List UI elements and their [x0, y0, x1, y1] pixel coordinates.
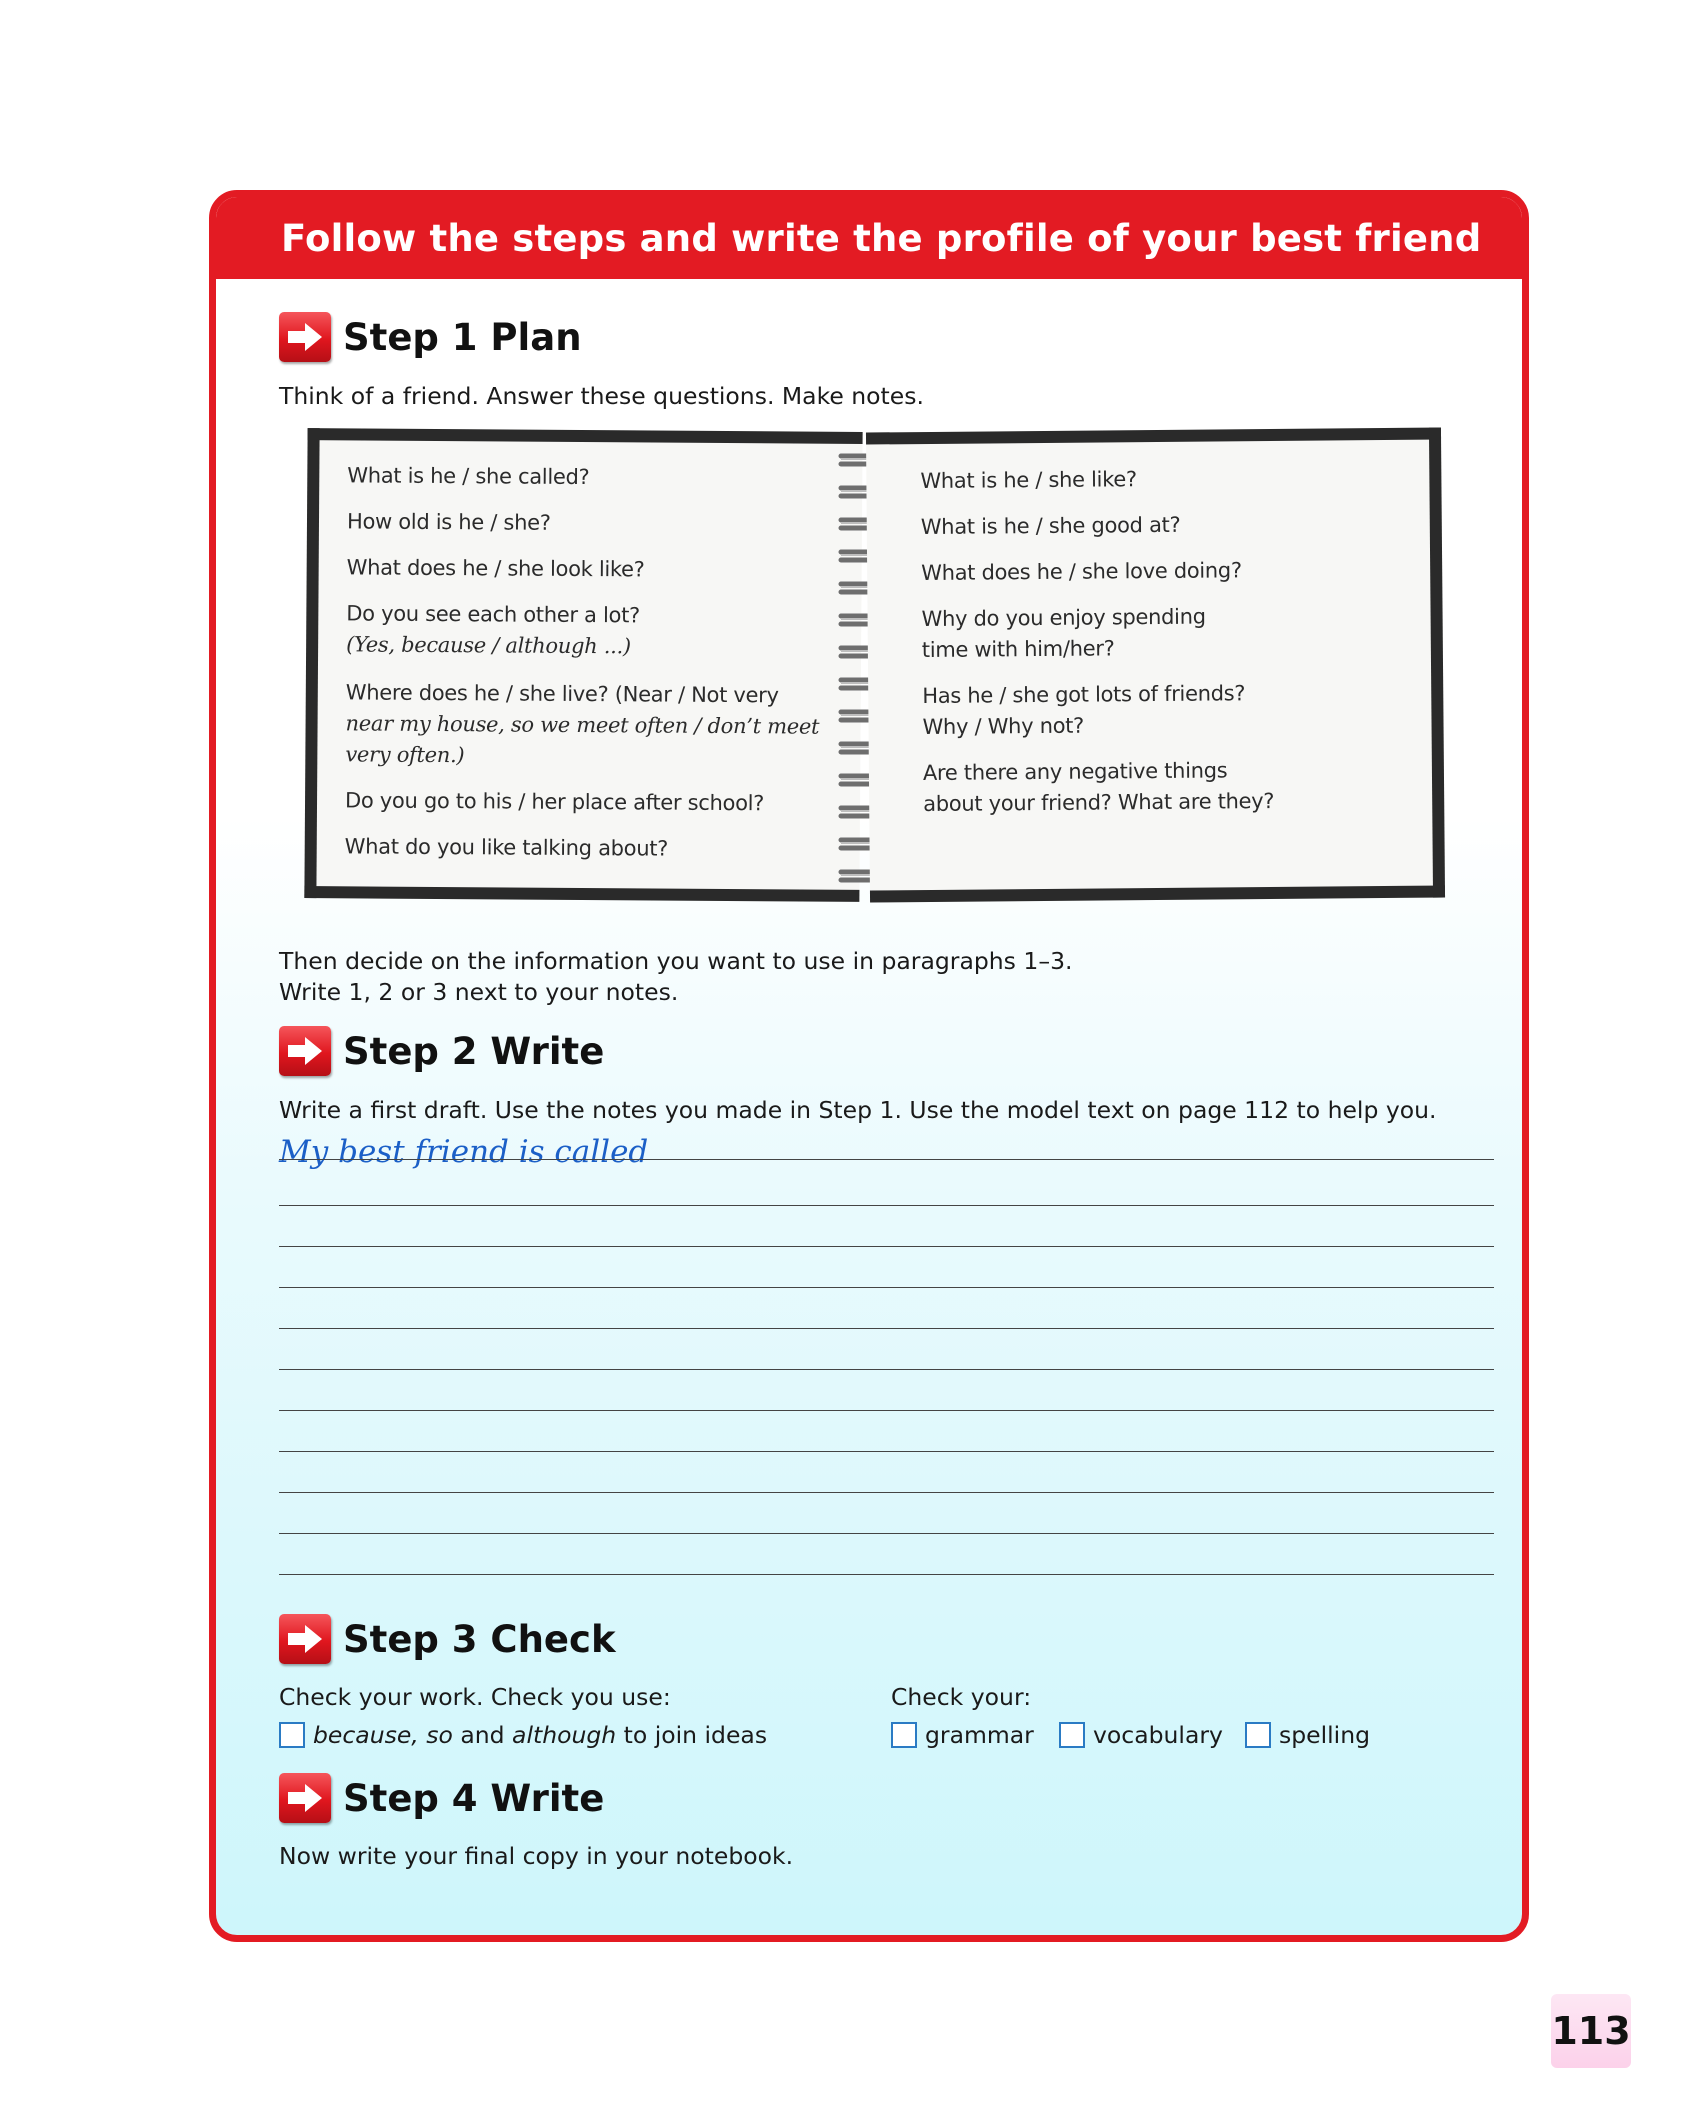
question: about your friend? What are they? [923, 788, 1275, 817]
step1-instruction: Think of a friend. Answer these questions. Make notes. [279, 382, 924, 410]
question: Why do you enjoy spending [921, 604, 1206, 632]
writing-line[interactable] [279, 1533, 1494, 1534]
arrow-icon [279, 1773, 331, 1823]
question: What do you like talking about? [344, 834, 669, 861]
check-item-spelling[interactable]: spelling [1245, 1719, 1370, 1751]
panel-header [216, 197, 1522, 279]
writing-line[interactable] [279, 1451, 1494, 1452]
step4-heading [279, 1770, 604, 1826]
question: Has he / she got lots of friends? [922, 681, 1246, 709]
step3-title: Step 3 Check [343, 1617, 616, 1661]
question: Do you see each other a lot? [346, 601, 640, 628]
step3-heading [279, 1611, 616, 1667]
writing-line[interactable] [279, 1328, 1494, 1329]
page-number-tab [1551, 1994, 1631, 2068]
step4-title: Step 4 Write [343, 1776, 605, 1820]
panel-title: Follow the steps and write the profile of your best friend [281, 217, 1482, 260]
question: How old is he / she? [346, 509, 551, 535]
checkbox[interactable] [279, 1722, 305, 1748]
draft-starter-text: My best friend is called [279, 1134, 649, 1170]
question: Why / Why not? [922, 713, 1085, 740]
checkbox[interactable] [1245, 1722, 1271, 1748]
writing-line[interactable] [279, 1159, 1494, 1160]
checkbox[interactable] [1059, 1722, 1085, 1748]
writing-line[interactable] [279, 1574, 1494, 1575]
step3-right-label: Check your: [891, 1683, 1032, 1711]
writing-task-panel [209, 190, 1529, 1942]
question: What does he / she look like? [346, 555, 645, 582]
step1-title: Step 1 Plan [343, 315, 582, 359]
writing-line[interactable] [279, 1410, 1494, 1411]
step4-instruction: Now write your final copy in your notebook. [279, 1842, 794, 1870]
writing-line[interactable] [279, 1369, 1494, 1370]
step1-followup-line2: Write 1, 2 or 3 next to your notes. [279, 978, 679, 1006]
notebook-illustration [306, 430, 1451, 907]
notebook-left-page [304, 428, 862, 902]
arrow-icon [279, 1026, 331, 1076]
question: Are there any negative things [922, 758, 1228, 786]
arrow-icon [279, 1614, 331, 1664]
step1-followup-line1: Then decide on the information you want to use in paragraphs 1–3. [279, 947, 1073, 975]
question: time with him/her? [921, 636, 1115, 663]
question: What is he / she like? [920, 467, 1137, 494]
question-hint: very often.) [345, 742, 465, 768]
writing-line[interactable] [279, 1287, 1494, 1288]
step2-title: Step 2 Write [343, 1029, 605, 1073]
question-hint: near my house, so we meet often / don’t meet [345, 711, 820, 739]
question: Where does he / she live? (Near / Not very [345, 680, 779, 708]
check-item-vocabulary[interactable]: vocabulary [1059, 1719, 1223, 1751]
question: Do you go to his / her place after school? [344, 788, 765, 816]
page-number: 113 [1551, 2009, 1631, 2053]
check-item-grammar[interactable]: grammar [891, 1719, 1034, 1751]
writing-line[interactable] [279, 1205, 1494, 1206]
arrow-icon [279, 312, 331, 362]
question: What is he / she good at? [920, 512, 1181, 540]
question: What is he / she called? [347, 463, 590, 490]
notebook-right-page [866, 428, 1445, 903]
question-hint: (Yes, because / although ...) [346, 632, 631, 659]
checkbox[interactable] [891, 1722, 917, 1748]
step1-heading [279, 309, 582, 365]
step3-left-label: Check your work. Check you use: [279, 1683, 671, 1711]
question: What does he / she love doing? [921, 558, 1242, 586]
check-item-conjunctions[interactable]: because, so and although to join ideas [279, 1719, 767, 1751]
step2-heading [279, 1023, 604, 1079]
writing-line[interactable] [279, 1492, 1494, 1493]
step2-instruction: Write a first draft. Use the notes you made in Step 1. Use the model text on page 112 to help you. [279, 1096, 1437, 1124]
writing-line[interactable] [279, 1246, 1494, 1247]
